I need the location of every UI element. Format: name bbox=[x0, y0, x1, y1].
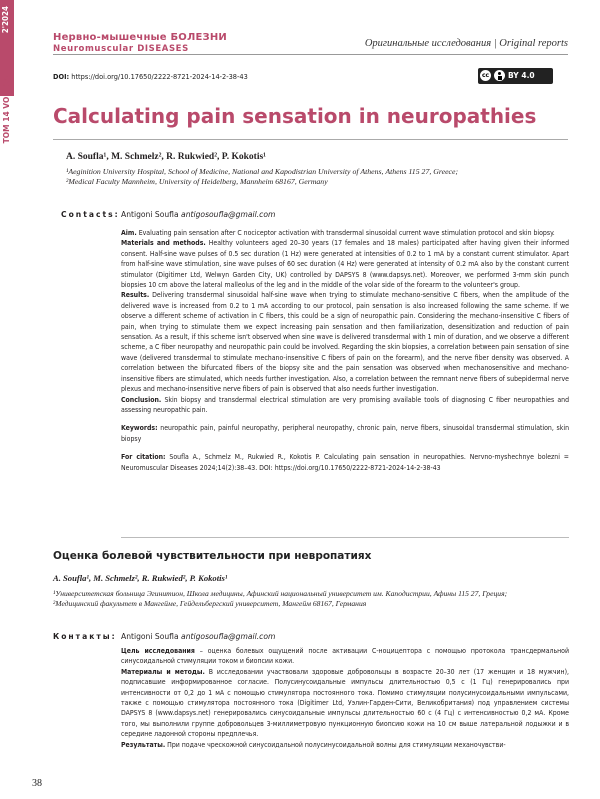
conclusion-paragraph bbox=[121, 395, 569, 416]
abstract-en bbox=[121, 228, 569, 473]
section-label: Оригинальные исследования | Original reports bbox=[364, 38, 568, 49]
contact-email-ru[interactable]: antigosoufla@gmail.com bbox=[181, 632, 276, 641]
methods-label: Materials and methods. bbox=[121, 239, 206, 248]
aim-paragraph bbox=[121, 228, 569, 238]
journal-title-ru: Нервно-мышечные БОЛЕЗНИ bbox=[53, 32, 227, 43]
results-text-ru: При подаче чрескожной синусоидальной полусинусоидальной волны для стимуляции механочувстви- bbox=[167, 740, 506, 749]
results-text: Delivering transdermal sinusoidal half-sine wave when trying to stimulate mechano-sensitive C fibers, when the amplitude of the delivered wave is increased from 0.2 to 1 mA according to our protocol, pain sensation is also increased following the same scheme. If we observe a different scheme of activation in C fibers, this could be a sign of neuropathic pain. Considering the mechano-insensitive C fibers of pain, when trying to stimulate them we expect increasing pain sensation and then familiarization, desensitization and reduction of pain sensation. As a result, if this scheme isn't observed when sine wave is delivered transdermal with 1 min of duration, and we observe a different scheme, a C fiber neuropathy and neuropathic pain could be involved. Regarding the skin biopsies, a correlation between pain sensation of sine wave (delivered transdermal to stimulate mechano-insensitive C fibers of pain on the forearm), and the nerve fiber density was observed. A correlation between the bifurcated fibers of the biopsy site and the pain sensation was observed when mechanosensitive and mechano-insensitive fibers are stimulated, which needs further investigation. Also, a correlation between the remnant nerve fibers of subepidermal nerve plexus and mechano-insensitive nerve fibers of pain is observed that also needs further investigation. bbox=[121, 291, 570, 394]
results-label: Results. bbox=[121, 291, 150, 300]
header-divider bbox=[53, 54, 568, 55]
contact-name-ru: Antigoni Soufla bbox=[121, 632, 179, 641]
doi-label: DOI: bbox=[53, 73, 70, 81]
contact-name: Antigoni Soufla bbox=[121, 210, 179, 219]
aim-label: Aim. bbox=[121, 229, 137, 237]
authors-ru: A. Soufla¹, M. Schmelz², R. Rukwied², P. Kokotis¹ bbox=[53, 573, 228, 583]
methods-text: Healthy volunteers aged 20–30 years (17 females and 18 males) participated after having given their informed consent. Half-sine wave pulses of 0.5 sec duration (1 Hz) were generated at intensities of 0.2 to 1 mA by a constant current stimulator. Apart from half-sine wave stimulation, sine wave pulses of 60 sec duration (4 Hz) were generated at intensity of 0.2 mA also by the constant current stimulator (Digitimer Ltd, Welwyn Garden City, UK) controlled by DAPSYS 8 (www.dapsys.net). Moreover, we performed 3-mm skin punch biopsies 10 cm above the lateral malleolus of the leg and in the middle of the volar side of the forearm to the volunteer's group. bbox=[121, 239, 570, 290]
issue-label: 2'2024 bbox=[1, 6, 10, 34]
methods-paragraph-ru bbox=[121, 667, 569, 740]
aim-text-ru: – оценка болевых ощущений после активации C-ноцицептора с помощью протокола трансдермальной синусоидальной стимуляции током и биопсии кожи. bbox=[121, 647, 570, 666]
journal-title-en: Neuromuscular DISEASES bbox=[53, 44, 189, 54]
attribution-icon bbox=[494, 70, 505, 81]
doi-link[interactable]: https://doi.org/10.17650/2222-8721-2024-14-2-38-43 bbox=[71, 73, 248, 81]
aim-paragraph-ru bbox=[121, 646, 569, 667]
contacts-label-ru: Контакты: bbox=[53, 632, 117, 641]
results-label-ru: Результаты. bbox=[121, 740, 166, 749]
article-title: Calculating pain sensation in neuropathies bbox=[53, 104, 537, 128]
keywords-label: Keywords: bbox=[121, 424, 158, 433]
affiliation-1: ¹Aeginition University Hospital, School of Medicine, National and Kapodistrian University of Athens, Athens 115 27, Greece; bbox=[66, 167, 459, 176]
abstract-ru bbox=[121, 646, 569, 750]
aim-label-ru: Цель исследования bbox=[121, 647, 195, 655]
methods-label-ru: Материалы и методы. bbox=[121, 667, 205, 676]
contacts-value-ru bbox=[121, 632, 275, 641]
affiliation-ru-1: ¹Университетская больница Эгинитион, Школа медицины, Афинский национальный университет им. Каподистрии, Афины 115 27, Греция; bbox=[53, 589, 508, 598]
abstract-divider bbox=[121, 537, 569, 538]
page-number: 38 bbox=[32, 778, 42, 789]
contacts-value bbox=[121, 210, 275, 219]
contacts-label: Contacts: bbox=[61, 210, 120, 219]
methods-text-ru: В исследовании участвовали здоровые добровольцы в возрасте 20–30 лет (17 женщин и 18 мужчин), подписавшие информированное согласие. Полусинусоидальные импульсы длительностью 0,5 с (1 Гц) генерировались при интенсивности от 0,2 до 1 мА с помощью стимулятора постоянного тока. Помимо стимуляции полусинусоидальными импульсами, также с помощью стимулятора постоянного тока (Digitimer Ltd, Уэлин-Гарден-Сити, Великобритания) под управлением системы DAPSYS 8 (www.dapsys.net) генерировались синусоидальные импульсы длительностью 60 с (4 Гц) с интенсивностью 0,2 мА. Кроме того, мы выполнили группе добровольцев 3-миллиметровую пункционную биопсию кожи на 10 см выше латеральной лодыжки и в середине ладонной стороны предплечья. bbox=[121, 667, 569, 739]
cc-icon: cc bbox=[481, 72, 490, 79]
title-divider bbox=[53, 139, 568, 140]
conclusion-text: Skin biopsy and transdermal electrical stimulation are very promising available tools of diagnosing C fiber neuropathies and assessing neuropathic pain. bbox=[121, 395, 570, 414]
aim-text: Evaluating pain sensation after C nociceptor activation with transdermal sinusoidal current wave stimulation protocol and skin biopsy. bbox=[138, 229, 555, 237]
citation-label: For citation: bbox=[121, 453, 166, 462]
affiliation-ru-2: ²Медицинский факультет в Мангейме, Гейдельбергский университет, Мангейм 68167, Германия bbox=[53, 599, 367, 608]
citation-text: Soufla A., Schmelz M., Rukwied R., Kokotis P. Calculating pain sensation in neuropathies. Nervno-myshechnye bolezni = Neuromuscular Diseases 2024;14(2):38–43. DOI: https://doi.org/10.17650/2222-8721-2024-14-2-38-43 bbox=[121, 453, 570, 472]
volume-label: ТОМ 14 VOL. 14 bbox=[2, 76, 11, 144]
authors-en: A. Soufla¹, M. Schmelz², R. Rukwied², P. Kokotis¹ bbox=[66, 152, 267, 162]
conclusion-label: Conclusion. bbox=[121, 395, 162, 404]
citation-paragraph bbox=[121, 452, 569, 473]
sidebar-strip bbox=[0, 0, 14, 799]
keywords-paragraph bbox=[121, 423, 569, 444]
license-text: BY 4.0 bbox=[508, 71, 535, 80]
results-paragraph-ru bbox=[121, 740, 569, 750]
affiliations-ru bbox=[53, 589, 563, 609]
affiliations-en bbox=[66, 167, 571, 187]
affiliation-2: ²Medical Faculty Mannheim, University of Heidelberg, Mannheim 68167, Germany bbox=[66, 177, 328, 186]
cc-license-badge[interactable] bbox=[478, 68, 553, 84]
doi-line bbox=[53, 73, 248, 81]
methods-paragraph bbox=[121, 238, 569, 290]
title-ru: Оценка болевой чувствительности при невропатиях bbox=[53, 550, 372, 562]
keywords-text: neuropathic pain, painful neuropathy, peripheral neuropathy, chronic pain, nerve fibers, sinusoidal transdermal stimulation, skin biopsy bbox=[121, 424, 570, 443]
contact-email[interactable]: antigosoufla@gmail.com bbox=[181, 210, 276, 219]
results-paragraph bbox=[121, 290, 569, 394]
